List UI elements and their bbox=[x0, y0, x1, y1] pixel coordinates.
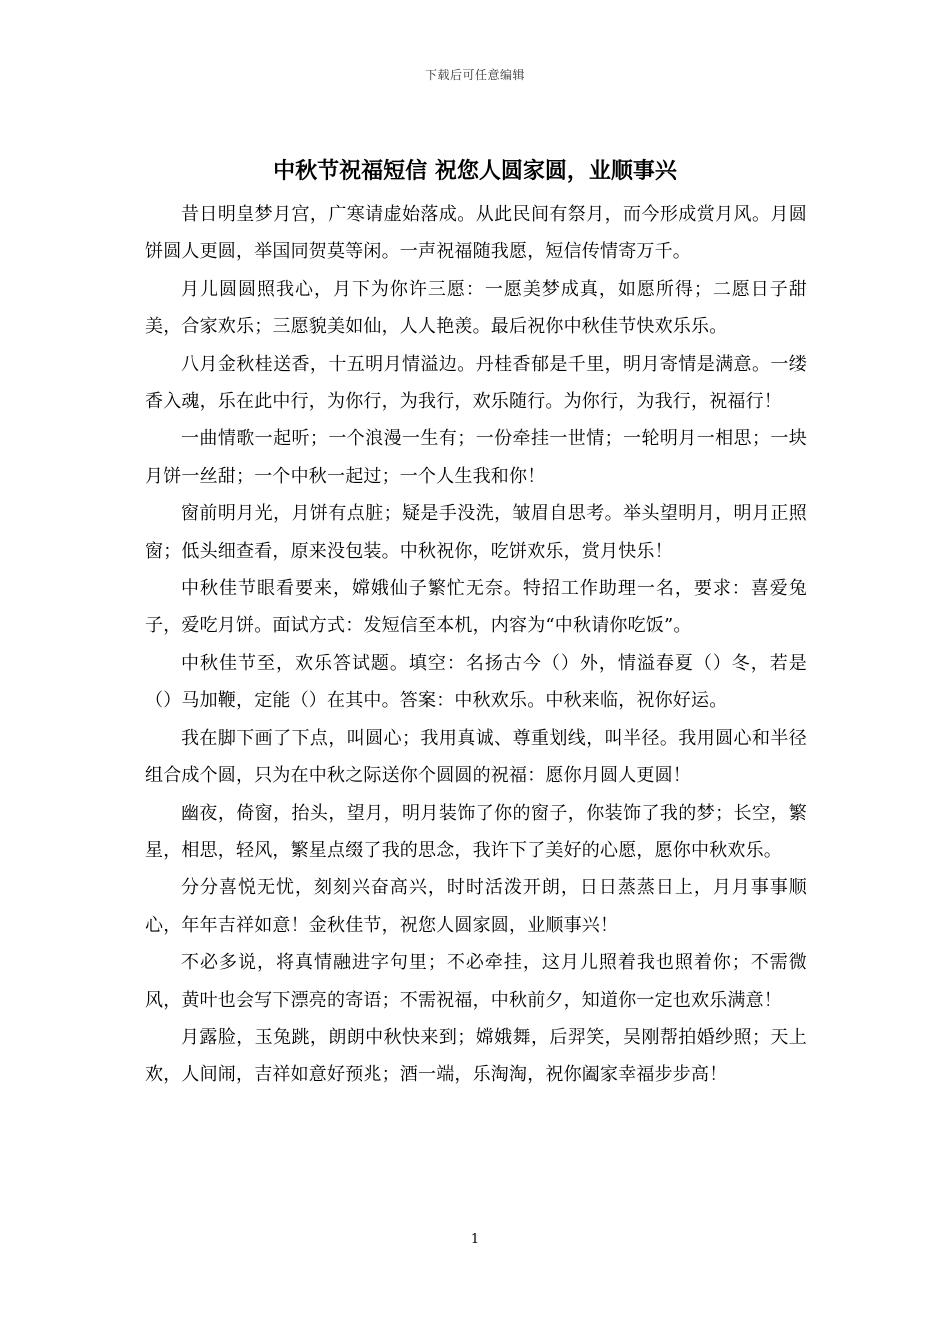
header-note: 下载后可任意编辑 bbox=[424, 68, 525, 82]
paragraph-6: 中秋佳节眼看要来，嫦娥仙子繁忙无奈。特招工作助理一名，要求：喜爱兔子，爱吃月饼。面试方式：发短信至本机，内容为“中秋请你吃饭”。 bbox=[145, 578, 807, 637]
paragraph-9: 幽夜，倚窗，抬头，望月，明月装饰了你的窗子，你装饰了我的梦；长空，繁星，相思，轻风，繁星点缀了我的思念，我许下了美好的心愿，愿你中秋欢乐。 bbox=[145, 802, 807, 861]
paragraph-4: 一曲情歌一起听；一个浪漫一生有；一份牵挂一世情；一轮明月一相思；一块月饼一丝甜；一个中秋一起过；一个人生我和你！ bbox=[145, 428, 807, 487]
paragraph-12: 月露脸，玉兔跳，朗朗中秋快来到；嫦娥舞，后羿笑，吴刚帮拍婚纱照；天上欢，人间闹，吉祥如意好预兆；酒一端，乐淘淘，祝你阖家幸福步步高！ bbox=[145, 1026, 807, 1086]
paragraph-1: 昔日明皇梦月宫，广寒请虚始落成。从此民间有祭月，而今形成赏月风。月圆饼圆人更圆，举国同贺莫等闲。一声祝福随我愿，短信传情寄万千。 bbox=[145, 204, 807, 263]
paragraph-8: 我在脚下画了下点，叫圆心；我用真诚、尊重划线，叫半径。我用圆心和半径组合成个圆，只为在中秋之际送你个圆圆的祝福：愿你月圆人更圆！ bbox=[145, 727, 807, 787]
page-number: 1 bbox=[470, 1232, 480, 1247]
paragraph-10: 分分喜悦无忧，刻刻兴奋高兴，时时活泼开朗，日日蒸蒸日上，月月事事顺心，年年吉祥如意！金秋佳节，祝您人圆家圆，业顺事兴！ bbox=[145, 877, 807, 936]
document-body bbox=[145, 196, 807, 1094]
paragraph-11: 不必多说，将真情融进字句里；不必牵挂，这月儿照着我也照着你；不需微风，黄叶也会写下漂亮的寄语；不需祝福，中秋前夕，知道你一定也欢乐满意！ bbox=[145, 952, 807, 1011]
paragraph-2: 月儿圆圆照我心，月下为你许三愿：一愿美梦成真，如愿所得；二愿日子甜美，合家欢乐；三愿貌美如仙，人人艳羡。最后祝你中秋佳节快欢乐乐。 bbox=[145, 278, 807, 338]
paragraph-5: 窗前明月光，月饼有点脏；疑是手没洗，皱眉自思考。举头望明月，明月正照窗；低头细查看，原来没包装。中秋祝你，吃饼欢乐，赏月快乐！ bbox=[145, 503, 807, 562]
paragraph-7: 中秋佳节至，欢乐答试题。填空：名扬古今（）外，情溢春夏（）冬，若是（）马加鞭，定能（）在其中。答案：中秋欢乐。中秋来临，祝你好运。 bbox=[145, 652, 807, 712]
document-title: 中秋节祝福短信 祝您人圆家圆，业顺事兴 bbox=[273, 158, 677, 184]
paragraph-3: 八月金秋桂送香，十五明月情溢边。丹桂香郁是千里，明月寄情是满意。一缕香入魂，乐在此中行，为你行，为我行，欢乐随行。为你行，为我行，祝福行！ bbox=[145, 353, 807, 413]
